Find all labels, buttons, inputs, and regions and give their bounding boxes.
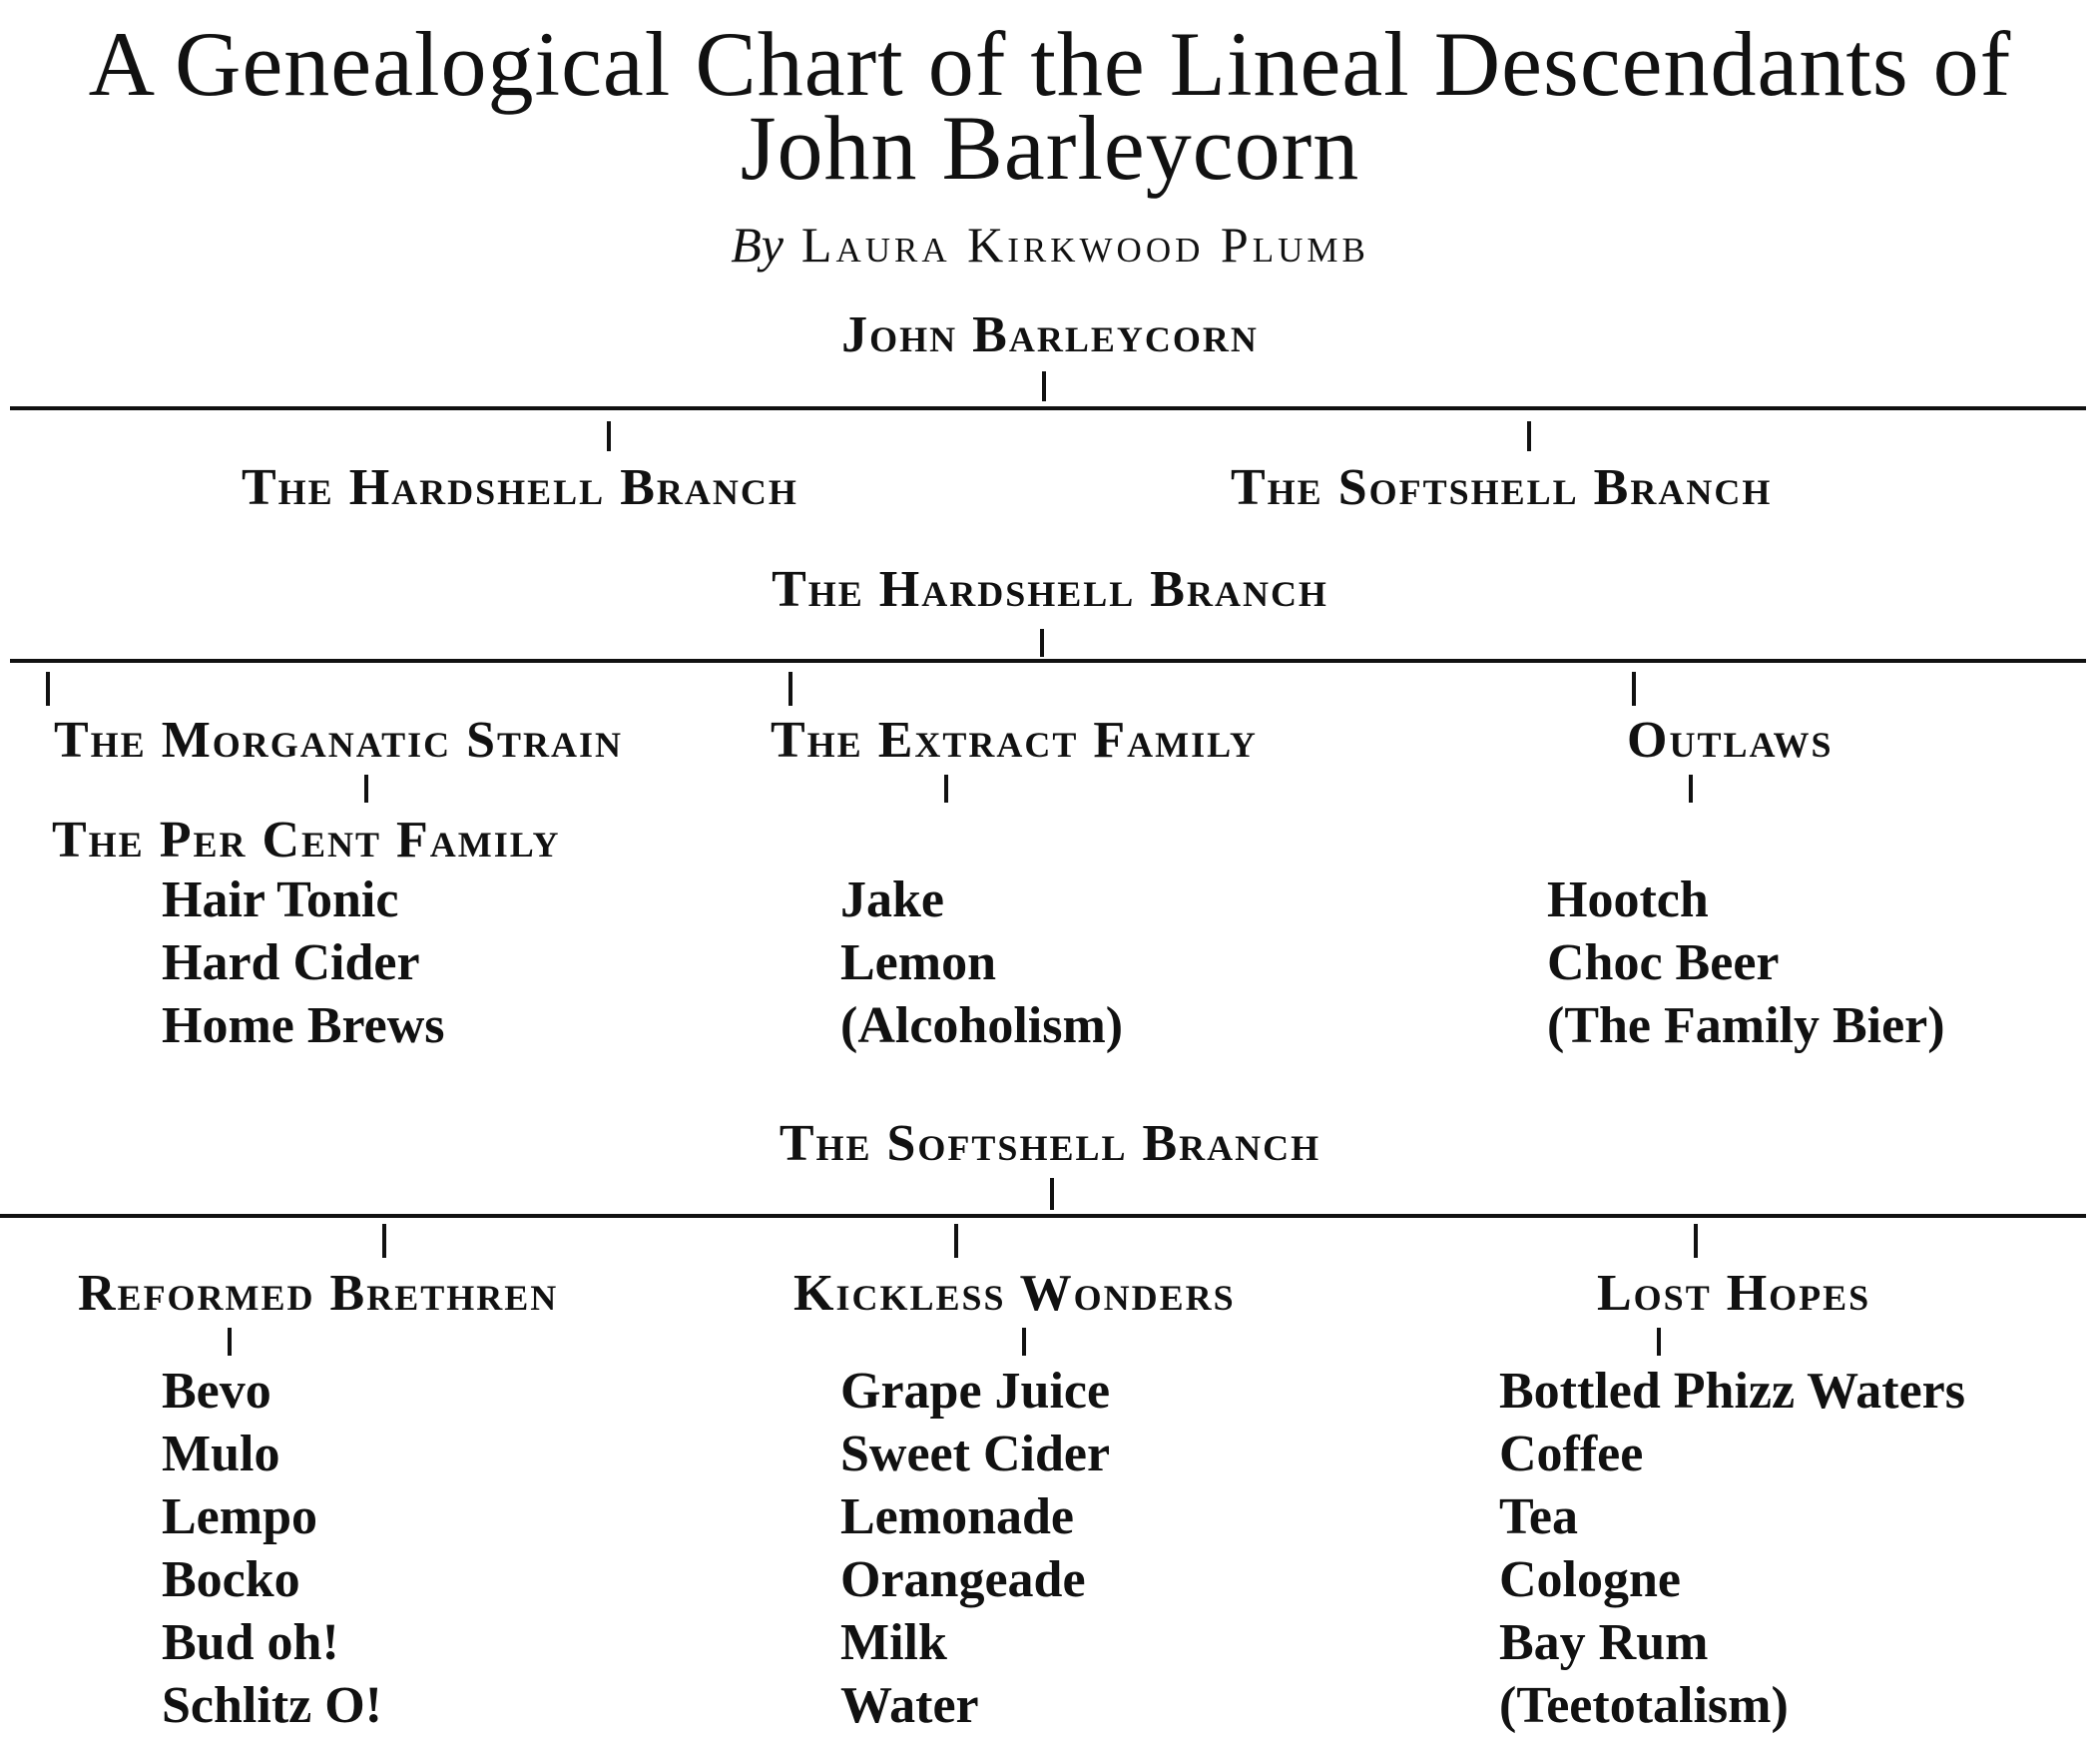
lost-hopes-connector bbox=[1694, 1224, 1698, 1258]
reformed-brethren-list bbox=[162, 1360, 382, 1737]
list-item: Orangeade bbox=[840, 1551, 1086, 1608]
per-cent-connector bbox=[364, 775, 368, 803]
outlaws-items-connector bbox=[1689, 775, 1693, 803]
list-item: Bay Rum bbox=[1499, 1614, 1709, 1671]
list-item: Jake bbox=[840, 871, 944, 928]
lost-hopes-items-connector bbox=[1657, 1328, 1661, 1356]
morganatic-connector bbox=[46, 672, 50, 706]
lost-hopes-list bbox=[1499, 1360, 1965, 1737]
list-item: (Alcoholism) bbox=[840, 997, 1124, 1054]
list-item: Milk bbox=[840, 1614, 947, 1671]
hardshell-top-connector bbox=[607, 421, 611, 451]
per-cent-family-label: The Per Cent Family bbox=[52, 812, 561, 868]
hardshell-hline bbox=[10, 659, 2086, 663]
list-item: Bud oh! bbox=[162, 1614, 339, 1671]
root-connector bbox=[1042, 371, 1046, 401]
byline-prefix: By bbox=[731, 217, 784, 273]
extract-family-label: The Extract Family bbox=[771, 712, 1258, 769]
reformed-items-connector bbox=[228, 1328, 232, 1356]
list-item: Lempo bbox=[162, 1488, 317, 1545]
list-item: Lemon bbox=[840, 934, 996, 991]
softshell-hline bbox=[0, 1214, 2086, 1218]
kickless-wonders-list bbox=[840, 1360, 1110, 1737]
chart-title-line-1: A Genealogical Chart of the Lineal Descendants of bbox=[88, 13, 2012, 115]
outlaws-label: Outlaws bbox=[1627, 712, 1834, 769]
extract-family-list bbox=[840, 868, 1123, 1057]
outlaws-list bbox=[1547, 868, 1945, 1057]
softshell-top-connector bbox=[1527, 421, 1531, 451]
list-item: Bottled Phizz Waters bbox=[1499, 1363, 1965, 1420]
outlaws-connector bbox=[1632, 672, 1636, 706]
kickless-items-connector bbox=[1022, 1328, 1026, 1356]
list-item: Cologne bbox=[1499, 1551, 1681, 1608]
list-item: Sweet Cider bbox=[840, 1426, 1111, 1482]
extract-connector bbox=[788, 672, 792, 706]
morganatic-strain-label: The Morganatic Strain bbox=[54, 712, 624, 769]
softshell-heading-connector bbox=[1050, 1178, 1054, 1210]
kickless-connector bbox=[954, 1224, 958, 1258]
list-item: Hootch bbox=[1547, 871, 1709, 928]
list-item: Water bbox=[840, 1677, 979, 1734]
hardshell-heading-connector bbox=[1040, 629, 1044, 657]
list-item: Tea bbox=[1499, 1488, 1578, 1545]
list-item: Mulo bbox=[162, 1426, 280, 1482]
byline bbox=[0, 217, 2100, 273]
kickless-wonders-label: Kickless Wonders bbox=[793, 1265, 1236, 1322]
chart-title-line-2: John Barleycorn bbox=[740, 97, 1360, 199]
list-item: Hair Tonic bbox=[162, 871, 399, 928]
reformed-connector bbox=[382, 1224, 386, 1258]
top-branch-hardshell: The Hardshell Branch bbox=[242, 459, 798, 516]
author-name: Laura Kirkwood Plumb bbox=[800, 217, 1369, 273]
reformed-brethren-label: Reformed Brethren bbox=[78, 1265, 559, 1322]
softshell-heading: The Softshell Branch bbox=[779, 1115, 1321, 1172]
list-item: Choc Beer bbox=[1547, 934, 1780, 991]
list-item: (Teetotalism) bbox=[1499, 1677, 1789, 1734]
root-node: John Barleycorn bbox=[841, 306, 1259, 363]
list-item: Grape Juice bbox=[840, 1363, 1111, 1420]
list-item: Schlitz O! bbox=[162, 1677, 382, 1734]
root-hline bbox=[10, 406, 2086, 410]
per-cent-family-list bbox=[162, 868, 445, 1057]
list-item: Coffee bbox=[1499, 1426, 1644, 1482]
list-item: Hard Cider bbox=[162, 934, 420, 991]
list-item: (The Family Bier) bbox=[1547, 997, 1945, 1054]
hardshell-heading: The Hardshell Branch bbox=[772, 561, 1328, 618]
extract-items-connector bbox=[944, 775, 948, 803]
top-branch-softshell: The Softshell Branch bbox=[1231, 459, 1773, 516]
lost-hopes-label: Lost Hopes bbox=[1597, 1265, 1871, 1322]
list-item: Bevo bbox=[162, 1363, 271, 1420]
list-item: Home Brews bbox=[162, 997, 445, 1054]
list-item: Bocko bbox=[162, 1551, 300, 1608]
list-item: Lemonade bbox=[840, 1488, 1074, 1545]
